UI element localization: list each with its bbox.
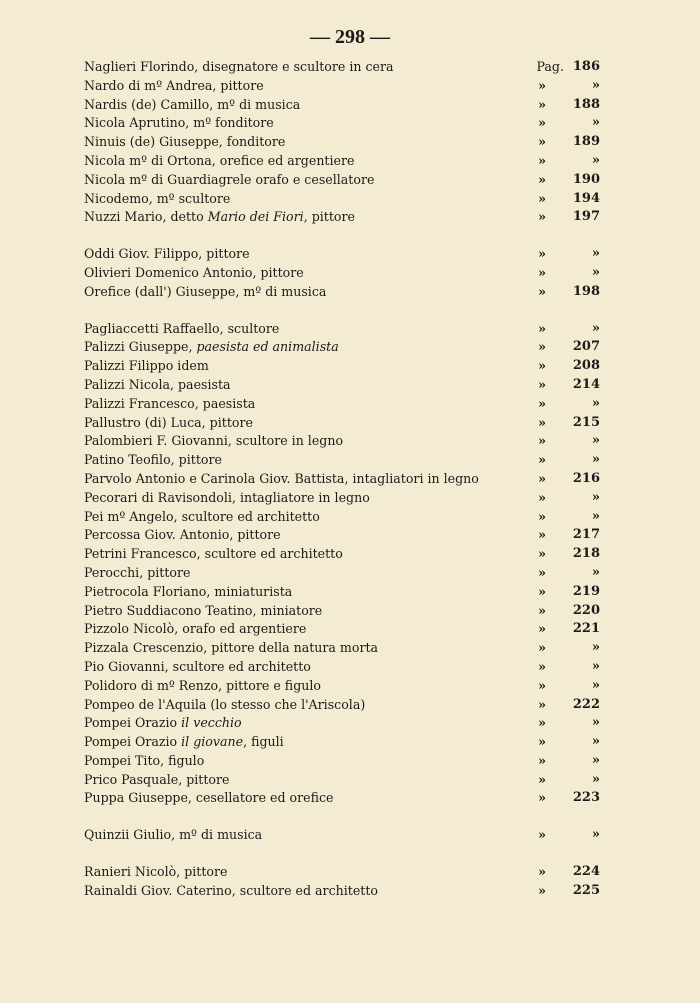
entry-name-italic: il vecchio (181, 715, 242, 731)
entry-name-text: Palombieri F. Giovanni, scultore in legno (84, 433, 344, 449)
index-group (84, 320, 600, 809)
index-entry (84, 208, 600, 227)
ditto-mark: » (538, 470, 546, 486)
page-reference: 197 (572, 209, 600, 225)
ditto-mark: » (538, 734, 546, 750)
entry-name-text: Nicola mº di Ortona, orefice ed argentiere (84, 152, 355, 168)
ditto-mark: » (538, 414, 546, 430)
page-reference: 215 (572, 414, 600, 430)
entry-name (84, 264, 304, 283)
entry-name-text: Petrini Francesco, scultore ed architetto (84, 546, 343, 562)
entry-name-text: Palizzi Filippo idem (84, 358, 209, 374)
page-reference: 225 (572, 882, 600, 898)
index-entry (84, 863, 600, 882)
entry-name (84, 826, 262, 845)
entry-name-text: Pompei Tito, figulo (84, 752, 205, 768)
entry-name (84, 96, 300, 115)
page-reference: » (591, 640, 600, 656)
page-reference: » (591, 677, 600, 693)
entry-name (84, 658, 311, 677)
entry-name (84, 133, 285, 152)
entry-name-text: Pei mº Angelo, scultore ed architetto (84, 508, 320, 524)
index-entry (84, 771, 600, 790)
index-entry (84, 77, 600, 96)
ditto-mark: » (538, 283, 546, 299)
page-reference: » (591, 433, 600, 449)
page-reference: » (591, 827, 600, 843)
index-entry (84, 620, 600, 639)
entry-name (84, 357, 209, 376)
index-entry (84, 264, 600, 283)
entry-name-text: Oddi Giov. Filippo, pittore (84, 246, 250, 262)
page-reference: 208 (572, 358, 600, 374)
entry-name-text: Nuzzi Mario, detto (84, 209, 208, 225)
entry-name (84, 526, 281, 545)
page-reference: 214 (572, 376, 600, 392)
ditto-mark: » (538, 115, 546, 131)
entry-name-text: Pompei Orazio (84, 734, 182, 750)
entry-name (84, 639, 378, 658)
index-entry (84, 395, 600, 414)
entry-name-text: Puppa Giuseppe, cesellatore ed orefice (84, 790, 334, 806)
ditto-mark: » (538, 171, 546, 187)
entry-name-text: Pizzala Crescenzio, pittore della natura morta (84, 640, 379, 656)
index-entry (84, 696, 600, 715)
entry-name-suffix: , pittore (303, 209, 355, 225)
page-reference: » (591, 771, 600, 787)
index-entry (84, 114, 600, 133)
ditto-mark: » (538, 508, 546, 524)
index-entry (84, 432, 600, 451)
page-reference: » (591, 320, 600, 336)
entry-name-text: Polidoro di mº Renzo, pittore e figulo (84, 677, 321, 693)
page-reference: » (591, 564, 600, 580)
entry-name-text: Patino Teofilo, pittore (84, 452, 222, 468)
page-reference: 219 (572, 583, 600, 599)
entry-name (84, 564, 190, 583)
entry-name-text: Ranieri Nicolò, pittore (84, 864, 228, 880)
page-reference: » (591, 452, 600, 468)
index-entry (84, 190, 600, 209)
page-reference: » (591, 715, 600, 731)
entry-name-italic: paesista ed animalista (196, 339, 339, 355)
page-reference: 220 (572, 602, 600, 618)
page-reference: » (591, 264, 600, 280)
index-entry (84, 564, 600, 583)
entry-name-text: Palizzi Giuseppe, (84, 339, 197, 355)
ditto-mark: » (538, 602, 546, 618)
index-group (84, 245, 600, 301)
page-reference: » (591, 658, 600, 674)
entry-name-text: Palizzi Francesco, paesista (84, 395, 256, 411)
index-entry (84, 357, 600, 376)
ditto-mark: » (538, 209, 546, 225)
page-reference: » (591, 246, 600, 262)
ditto-mark: » (538, 152, 546, 168)
index-entry (84, 508, 600, 527)
entry-name (84, 208, 355, 227)
page-reference: 217 (572, 527, 600, 543)
page-reference: 189 (572, 134, 600, 150)
ditto-mark: » (538, 190, 546, 206)
index-entry (84, 96, 600, 115)
entry-name (84, 171, 374, 190)
entry-name (84, 677, 321, 696)
index-entry (84, 826, 600, 845)
entry-name (84, 338, 339, 357)
index-entry (84, 882, 600, 901)
entry-name (84, 190, 230, 209)
entry-name-text: Pietro Suddiacono Teatino, miniatore (84, 602, 323, 618)
entry-name-text: Pompei Orazio (84, 715, 182, 731)
entry-name-text: Palizzi Nicola, paesista (84, 376, 231, 392)
entry-name-text: Percossa Giov. Antonio, pittore (84, 527, 281, 543)
page-reference: 194 (572, 190, 600, 206)
entry-name-text: Nicola mº di Guardiagrele orafo e cesellatore (84, 171, 375, 187)
index-group (84, 863, 600, 901)
page-reference: 190 (572, 171, 600, 187)
index-entry (84, 245, 600, 264)
ditto-mark: » (538, 452, 546, 468)
page-reference: » (591, 152, 600, 168)
entry-name (84, 733, 284, 752)
ditto-mark: » (538, 134, 546, 150)
entry-name (84, 77, 264, 96)
ditto-mark: » (538, 564, 546, 580)
page-reference: 224 (572, 864, 600, 880)
entry-name-text: Rainaldi Giov. Caterino, scultore ed architetto (84, 882, 378, 898)
entry-name (84, 432, 343, 451)
entry-name-text: Pecorari di Ravisondoli, intagliatore in legno (84, 489, 370, 505)
entry-name (84, 583, 292, 602)
ditto-mark: » (538, 882, 546, 898)
ditto-mark: » (538, 546, 546, 562)
index-entry (84, 338, 600, 357)
ditto-mark: » (538, 640, 546, 656)
entry-name-text: Parvolo Antonio e Carinola Giov. Battista, intagliatori in legno (84, 470, 479, 486)
page-reference: » (591, 752, 600, 768)
entry-name-suffix: , figuli (243, 734, 284, 750)
index-entry (84, 789, 600, 808)
entry-name-text: Nicola Aprutino, mº fonditore (84, 115, 274, 131)
index-entry (84, 583, 600, 602)
page-reference: 218 (572, 546, 600, 562)
ditto-mark: » (538, 320, 546, 336)
index-entry (84, 639, 600, 658)
entry-name-text: Naglieri Florindo, disegnatore e scultore in cera (84, 59, 394, 74)
page-reference: » (591, 734, 600, 750)
ditto-mark: » (538, 790, 546, 806)
entry-name-italic: Mario dei Fiori (207, 209, 304, 225)
ditto-mark: » (538, 696, 546, 712)
entry-name-text: Pio Giovanni, scultore ed architetto (84, 658, 311, 674)
index-entry (84, 320, 600, 339)
entry-name (84, 451, 222, 470)
index-entry (84, 714, 600, 733)
ditto-mark: » (538, 715, 546, 731)
index-entry (84, 58, 600, 77)
ditto-mark: » (538, 264, 546, 280)
index-entry (84, 152, 600, 171)
ditto-mark: » (538, 677, 546, 693)
index-entry (84, 283, 600, 302)
entry-name-italic: il giovane (181, 734, 244, 750)
entry-name-text: Nicodemo, mº scultore (84, 190, 231, 206)
index-entry (84, 171, 600, 190)
ditto-mark: » (538, 246, 546, 262)
ditto-mark: » (538, 376, 546, 392)
entry-name-text: Pizzolo Nicolò, orafo ed argentiere (84, 621, 307, 637)
ditto-mark: » (538, 433, 546, 449)
page-reference: » (591, 115, 600, 131)
index-entry (84, 376, 600, 395)
ditto-mark: » (538, 339, 546, 355)
ditto-mark: » (538, 827, 546, 843)
page-reference: » (591, 395, 600, 411)
page-reference: » (591, 77, 600, 93)
entry-name (84, 395, 255, 414)
ditto-mark: » (538, 96, 546, 112)
index-list (84, 58, 600, 901)
entry-name (84, 114, 274, 133)
entry-name (84, 58, 394, 77)
index-group (84, 58, 600, 227)
entry-name (84, 152, 354, 171)
index-entry (84, 414, 600, 433)
index-entry (84, 602, 600, 621)
entry-name-text: Prico Pasquale, pittore (84, 771, 230, 787)
entry-name (84, 863, 228, 882)
ditto-mark: » (538, 771, 546, 787)
entry-name (84, 602, 322, 621)
page-reference: 221 (572, 621, 600, 637)
index-entry (84, 677, 600, 696)
page-reference: 198 (572, 283, 600, 299)
ditto-mark: » (538, 527, 546, 543)
entry-name-text: Nardo di mº Andrea, pittore (84, 77, 264, 93)
page-reference: 216 (572, 470, 600, 486)
ditto-mark: » (538, 489, 546, 505)
entry-name-text: Nardis (de) Camillo, mº di musica (84, 96, 301, 112)
entry-name (84, 620, 306, 639)
entry-name-text: Olivieri Domenico Antonio, pittore (84, 264, 304, 280)
page-reference: » (591, 508, 600, 524)
entry-name-text: Pietrocola Floriano, miniaturista (84, 583, 293, 599)
index-entry (84, 133, 600, 152)
entry-name-text: Ninuis (de) Giuseppe, fonditore (84, 134, 286, 150)
index-entry (84, 489, 600, 508)
entry-name-text: Pagliaccetti Raffaello, scultore (84, 320, 280, 336)
entry-name (84, 508, 320, 527)
ditto-mark: » (538, 658, 546, 674)
page-reference: 222 (572, 696, 600, 712)
entry-name (84, 320, 279, 339)
page-reference: 188 (572, 96, 600, 112)
entry-name (84, 789, 334, 808)
entry-name (84, 696, 365, 715)
page-reference: 186 (572, 59, 600, 74)
entry-name-text: Orefice (dall') Giuseppe, mº di musica (84, 283, 327, 299)
entry-name (84, 376, 231, 395)
entry-name (84, 545, 343, 564)
ditto-mark: » (538, 395, 546, 411)
page-reference: » (591, 489, 600, 505)
ditto-mark: » (538, 621, 546, 637)
entry-name (84, 882, 378, 901)
ditto-mark: » (538, 583, 546, 599)
entry-name-text: Quinzii Giulio, mº di musica (84, 827, 263, 843)
index-group (84, 826, 600, 845)
index-entry (84, 752, 600, 771)
entry-name (84, 470, 479, 489)
ditto-mark: » (538, 77, 546, 93)
ditto-mark: » (538, 864, 546, 880)
entry-name-text: Pallustro (di) Luca, pittore (84, 414, 253, 430)
entry-name (84, 489, 370, 508)
page-number: — 298 — (310, 26, 390, 48)
pag-label: Pag. (536, 59, 564, 74)
ditto-mark: » (538, 752, 546, 768)
index-entry (84, 545, 600, 564)
entry-name (84, 414, 253, 433)
page-reference: 223 (572, 790, 600, 806)
entry-name (84, 752, 204, 771)
index-entry (84, 526, 600, 545)
entry-name (84, 245, 250, 264)
ditto-mark: » (538, 358, 546, 374)
index-entry (84, 451, 600, 470)
entry-name-text: Perocchi, pittore (84, 564, 191, 580)
entry-name (84, 771, 229, 790)
index-entry (84, 470, 600, 489)
index-entry (84, 658, 600, 677)
entry-name (84, 283, 326, 302)
index-entry (84, 733, 600, 752)
page-reference: 207 (572, 339, 600, 355)
entry-name (84, 714, 242, 733)
entry-name-text: Pompeo de l'Aquila (lo stesso che l'Ariscola) (84, 696, 366, 712)
